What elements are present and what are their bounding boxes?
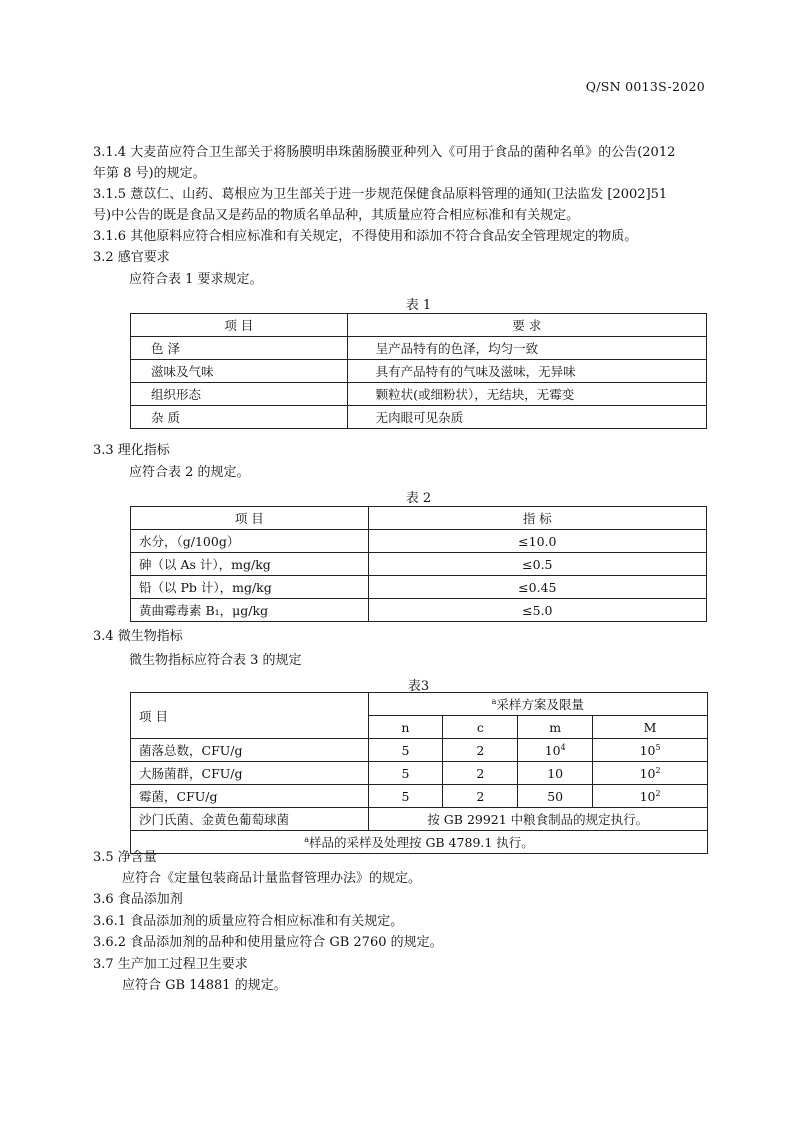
table1-cell: 呈产品特有的色泽，均匀一致 <box>347 337 706 360</box>
table3-cell: 50 <box>518 785 593 808</box>
table3-cell: $10^4$ <box>518 739 593 762</box>
table1-header-requirement: 要 求 <box>347 314 706 337</box>
table1-cell: 具有产品特有的气味及滋味，无异味 <box>347 360 706 383</box>
table3-cell: 5 <box>368 785 443 808</box>
table2-cell: ≤10.0 <box>368 530 706 553</box>
table-row <box>131 337 707 360</box>
table3-cell: 2 <box>443 739 518 762</box>
table1-cell: 杂 质 <box>131 406 348 429</box>
table1-caption: 表 1 <box>405 298 432 313</box>
table1-cell: 组织形态 <box>131 383 348 406</box>
section-3-5-heading: 3.5 净含量 <box>93 850 157 865</box>
section-3-5-text: 应符合《定量包装商品计量监督管理办法》的规定。 <box>122 871 422 886</box>
table1 <box>130 313 707 429</box>
table1-header-item: 项 目 <box>131 314 348 337</box>
table3-cell: 2 <box>443 762 518 785</box>
table3-header-plan: $^a$采样方案及限量 <box>368 693 707 716</box>
section-3-3-heading: 3.3 理化指标 <box>93 443 170 458</box>
table3-header-M: M <box>593 716 708 739</box>
section-3-2-heading: 3.2 感官要求 <box>93 250 170 265</box>
table2-cell: 砷（以 As 计），mg/kg <box>131 553 369 576</box>
table3-header-c: c <box>443 716 518 739</box>
table3-footnote: $^a$样品的采样及处理按 GB 4789.1 执行。 <box>131 831 708 854</box>
section-3-4-heading: 3.4 微生物指标 <box>93 629 183 644</box>
table2-header-row <box>131 507 707 530</box>
table3-cell: 5 <box>368 762 443 785</box>
table2-header-index: 指 标 <box>368 507 706 530</box>
footnote-mark: a <box>304 834 309 844</box>
table3 <box>130 692 708 854</box>
section-3-7-text: 应符合 GB 14881 的规定。 <box>122 978 287 993</box>
table2-cell: ≤0.45 <box>368 576 706 599</box>
table3-cell: 霉菌，CFU/g <box>131 785 369 808</box>
table2-cell: ≤0.5 <box>368 553 706 576</box>
table-row <box>131 576 707 599</box>
table-row <box>131 808 708 831</box>
table-row <box>131 383 707 406</box>
table2 <box>130 506 707 622</box>
section-3-2-text: 应符合表 1 要求规定。 <box>129 272 263 287</box>
table1-cell: 无肉眼可见杂质 <box>347 406 706 429</box>
table2-header-item: 项 目 <box>131 507 369 530</box>
table3-cell: 10 <box>518 762 593 785</box>
table1-cell: 滋味及气味 <box>131 360 348 383</box>
table3-cell: 5 <box>368 739 443 762</box>
table3-cell: 2 <box>443 785 518 808</box>
section-3-7-heading: 3.7 生产加工过程卫生要求 <box>93 957 248 972</box>
table3-cell: 菌落总数，CFU/g <box>131 739 369 762</box>
clause-3-1-5-line1: 3.1.5 薏苡仁、山药、葛根应为卫生部关于进一步规范保健食品原料管理的通知(卫法监发 [2002]51 <box>93 187 668 202</box>
table3-header-m: m <box>518 716 593 739</box>
table3-cell: 大肠菌群，CFU/g <box>131 762 369 785</box>
section-3-3-text: 应符合表 2 的规定。 <box>129 465 250 480</box>
clause-3-1-4-line2: 年第 8 号)的规定。 <box>93 166 206 181</box>
footnote-mark: a <box>491 696 497 706</box>
table3-cell: $10^2$ <box>593 785 708 808</box>
section-3-4-text: 微生物指标应符合表 3 的规定 <box>129 653 302 668</box>
table2-cell: 黄曲霉毒素 B₁，μg/kg <box>131 599 369 622</box>
table-row <box>131 739 708 762</box>
table3-caption: 表3 <box>407 679 430 694</box>
table3-cell: $10^2$ <box>593 762 708 785</box>
standard-code: Q/SN 0013S-2020 <box>585 79 705 94</box>
table3-cell: 按 GB 29921 中粮食制品的规定执行。 <box>368 808 707 831</box>
table3-header-item: 项 目 <box>131 693 369 739</box>
clause-3-1-5-line2: 号)中公告的既是食品又是药品的物质名单品种，其质量应符合相应标准和有关规定。 <box>93 208 580 223</box>
table1-header-row <box>131 314 707 337</box>
table2-cell: ≤5.0 <box>368 599 706 622</box>
table2-caption: 表 2 <box>405 491 432 506</box>
table2-cell: 水分，（g/100g） <box>131 530 369 553</box>
table-row <box>131 530 707 553</box>
table1-cell: 颗粒状(或细粉状），无结块，无霉变 <box>347 383 706 406</box>
clause-3-6-2: 3.6.2 食品添加剂的品种和使用量应符合 GB 2760 的规定。 <box>93 935 443 950</box>
table-row <box>131 785 708 808</box>
table1-cell: 色 泽 <box>131 337 348 360</box>
table3-header-row <box>131 693 708 716</box>
table-row <box>131 599 707 622</box>
table-row <box>131 762 708 785</box>
table2-cell: 铅（以 Pb 计），mg/kg <box>131 576 369 599</box>
clause-3-6-1: 3.6.1 食品添加剂的质量应符合相应标准和有关规定。 <box>93 914 404 929</box>
clause-3-1-6: 3.1.6 其他原料应符合相应标准和有关规定，不得使用和添加不符合食品安全管理规定的物质。 <box>93 229 638 244</box>
table3-cell: $10^5$ <box>593 739 708 762</box>
table3-note-row <box>131 831 708 854</box>
clause-3-1-4-line1: 3.1.4 大麦苗应符合卫生部关于将肠膜明串珠菌肠膜亚种列入《可用于食品的菌种名单》的公告(2012 <box>93 145 676 160</box>
section-3-6-heading: 3.6 食品添加剂 <box>93 892 183 907</box>
table-row <box>131 553 707 576</box>
table-row <box>131 360 707 383</box>
table3-header-n: n <box>368 716 443 739</box>
table-row <box>131 406 707 429</box>
table3-cell: 沙门氏菌、金黄色葡萄球菌 <box>131 808 369 831</box>
